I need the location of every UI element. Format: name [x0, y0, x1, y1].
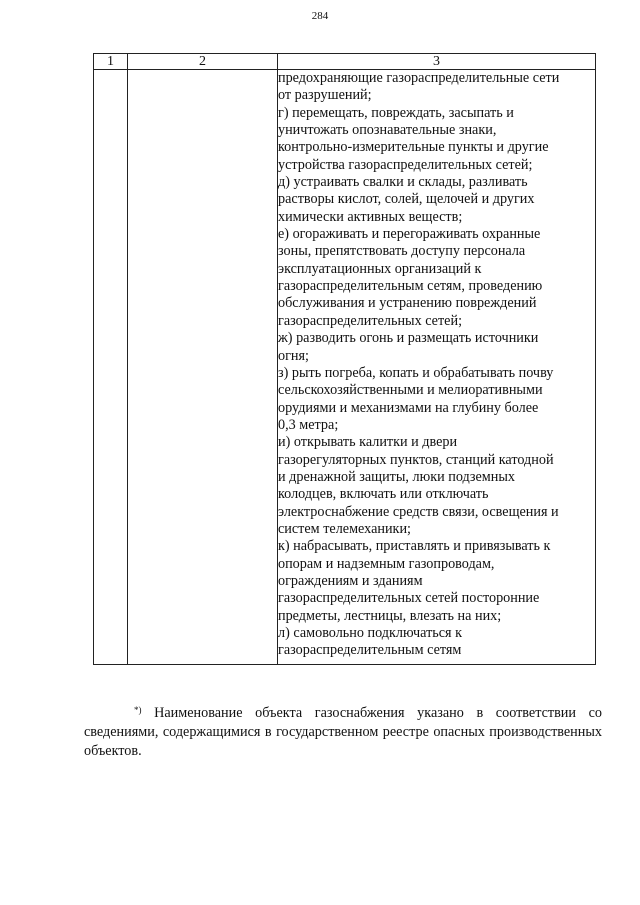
footnote-text: Наименование объекта газоснабжения указано в соответствии со сведениями, содержащимися в государственном реестре опасных производственных объектов.: [84, 705, 602, 760]
page-number: 284: [311, 10, 329, 22]
column-header-1: 1: [94, 54, 128, 70]
table-header-row: [94, 54, 596, 70]
column-header-3: 3: [278, 54, 596, 70]
table-cell-col3: предохраняющие газораспределительные сети от разрушений; г) перемещать, повреждать, засыпать и уничтожать опознавательные знаки, контрольно-измерительные пункты и другие устройства газораспределительных сетей; д) устраивать свалки и склады, разливать растворы кислот, солей, щелочей и других химически активных веществ; е) огораживать и перегораживать охранные зоны, препятствовать доступу персонала эксплуатационных организаций к газораспределительным сетям, проведению обслуживания и устранению повреждений газораспределительных сетей; ж) разводить огонь и размещать источники огня; з) рыть погреба, копать и обрабатывать почву сельскохозяйственными и мелиоративными орудиями и механизмами на глубину более 0,3 метра; и) открывать калитки и двери газорегуляторных пунктов, станций катодной и дренажной защиты, люки подземных колодцев, включать или отключать электроснабжение средств связи, освещения и систем телемеханики; к) набрасывать, приставлять и привязывать к опорам и надземным газопроводам, ограждениям и зданиям газораспределительных сетей посторонние предметы, лестницы, влезать на них; л) самовольно подключаться к газораспределительным сетям: [278, 70, 596, 665]
footnote: [84, 704, 602, 761]
table-cell-col2: [128, 70, 278, 665]
document-table: [93, 53, 596, 665]
table-cell-col1: [94, 70, 128, 665]
footnote-marker: *): [134, 705, 142, 716]
table-row: [94, 70, 596, 665]
column-header-2: 2: [128, 54, 278, 70]
